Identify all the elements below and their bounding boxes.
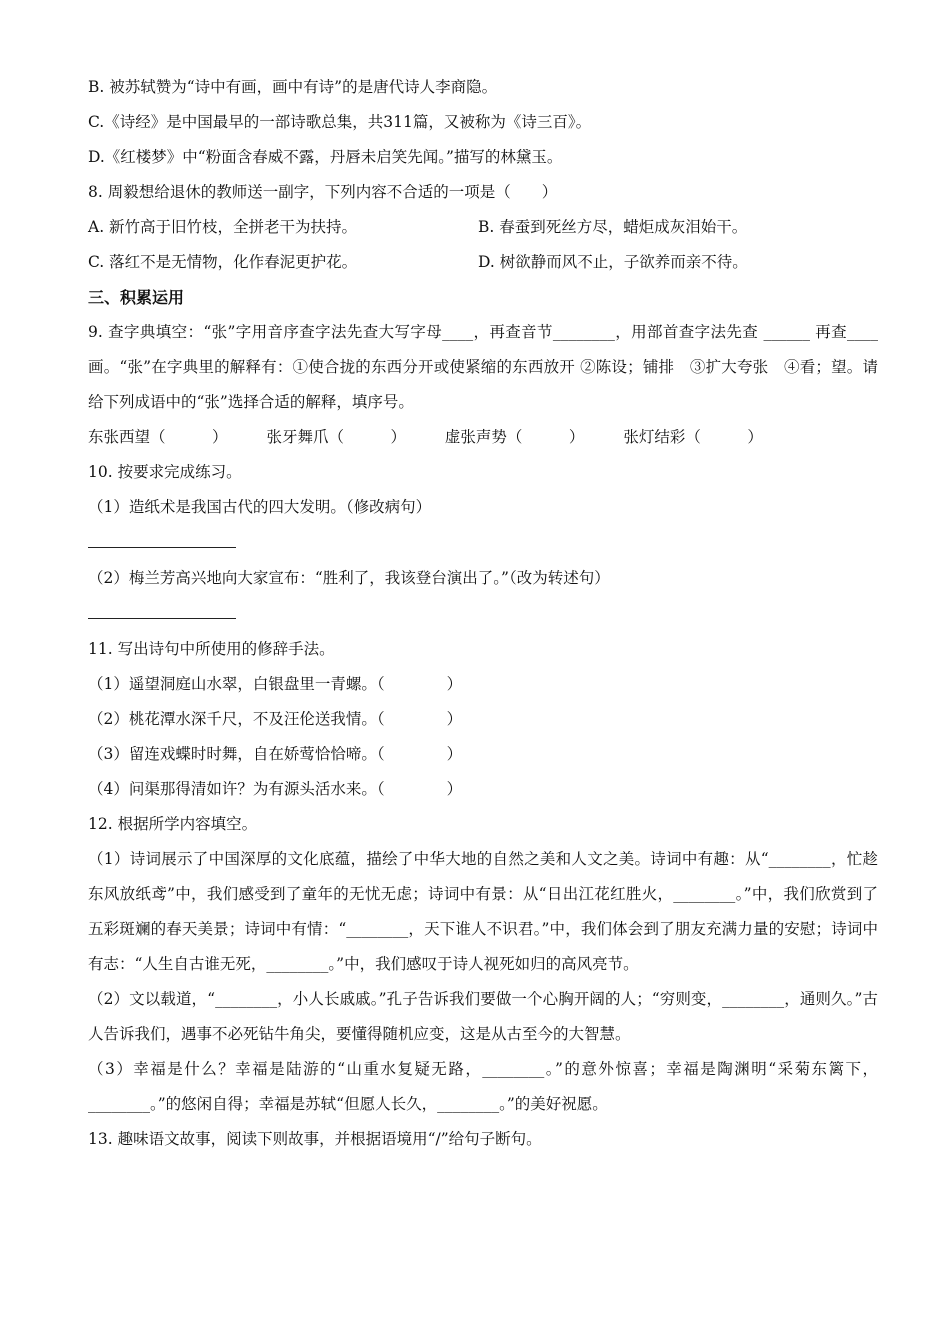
q10-part-2: （2）梅兰芳高兴地向大家宣布：“胜利了，我该登台演出了。”（改为转述句） (88, 569, 610, 587)
q8-option-c: C. 落红不是无情物，化作春泥更护花。 (88, 253, 358, 271)
exam-page (88, 70, 878, 1157)
q8-stem: 8. 周毅想给退休的教师送一副字，下列内容不合适的一项是（ ） (88, 183, 558, 201)
q7-option-c: C.《诗经》是中国最早的一部诗歌总集，共311篇，又被称为《诗三百》。 (88, 113, 592, 131)
q8-option-b: B. 春蚕到死丝方尽，蜡炬成灰泪始干。 (478, 218, 748, 236)
q12-part-3: （3）幸福是什么？幸福是陆游的“山重水复疑无路，________。”的意外惊喜；幸福是陶渊明“采菊东篱下，________。”的悠闲自得；幸福是苏轼“但愿人长久，________。”的美好祝愿。 (88, 1060, 878, 1113)
q7-option-b: B. 被苏轼赞为“诗中有画，画中有诗”的是唐代诗人李商隐。 (88, 78, 498, 96)
q9-text: 9. 查字典填空：“张”字用音序查字法先查大写字母____，再查音节________，用部首查字法先查 ______ 再查____画。“张”在字典里的解释有：①使合拢的东西分开或使紧缩的东西放开 ②陈设；铺排 ③扩大夸张 ④看；望。请给下列成语中的“张”选择合适的解释，填序号。 (88, 323, 878, 411)
q12-stem: 12. 根据所学内容填空。 (88, 815, 258, 833)
q11-stem: 11. 写出诗句中所使用的修辞手法。 (88, 640, 335, 658)
q7-option-d: D.《红楼梦》中“粉面含春威不露，丹唇未启笑先闻。”描写的林黛玉。 (88, 148, 563, 166)
q11-item-3: （3）留连戏蝶时时舞，自在娇莺恰恰啼。（ ） (88, 745, 463, 763)
q9-idiom-2: 张牙舞爪（ ） (266, 428, 406, 446)
q9-idiom-3: 虚张声势（ ） (444, 428, 585, 446)
q13-stem: 13. 趣味语文故事，阅读下则故事，并根据语境用“/”给句子断句。 (88, 1130, 542, 1148)
q12-part-2: （2）文以载道，“________，小人长戚戚。”孔子告诉我们要做一个心胸开阔的人；“穷则变，________，通则久。”古人告诉我们，遇事不必死钻牛角尖，要懂得随机应变，这是从古至今的大智慧。 (88, 990, 878, 1043)
q10-answer-line-1[interactable] (88, 525, 236, 548)
q8-options-row-2 (88, 245, 878, 280)
q9-idioms (88, 420, 878, 455)
q10-stem: 10. 按要求完成练习。 (88, 463, 242, 481)
q11-item-4: （4）问渠那得清如许？为有源头活水来。（ ） (88, 780, 463, 798)
q12-part-1: （1）诗词展示了中国深厚的文化底蕴，描绘了中华大地的自然之美和人文之美。诗词中有趣：从“________，忙趁东风放纸鸢”中，我们感受到了童年的无忧无虑；诗词中有景：从“日出江花红胜火，________。”中，我们欣赏到了五彩斑斓的春天美景；诗词中有情：“________，天下谁人不识君。”中，我们体会到了朋友充满力量的安慰；诗词中有志：“人生自古谁无死，________。”中，我们感叹于诗人视死如归的高风亮节。 (88, 850, 878, 973)
q10-answer-line-2[interactable] (88, 596, 236, 619)
section-3-title: 三、积累运用 (88, 288, 185, 307)
q8-option-d: D. 树欲静而风不止，子欲养而亲不待。 (478, 253, 748, 271)
q8-option-a: A. 新竹高于旧竹枝，全拼老干为扶持。 (88, 218, 358, 236)
q11-item-1: （1）遥望洞庭山水翠，白银盘里一青螺。（ ） (88, 675, 463, 693)
q9-idiom-1: 东张西望（ ） (88, 428, 228, 446)
q11-item-2: （2）桃花潭水深千尺，不及汪伦送我情。（ ） (88, 710, 463, 728)
q10-part-1: （1）造纸术是我国古代的四大发明。（修改病句） (88, 498, 432, 516)
q8-options-row-1 (88, 210, 878, 245)
q9-idiom-4: 张灯结彩（ ） (623, 428, 763, 446)
